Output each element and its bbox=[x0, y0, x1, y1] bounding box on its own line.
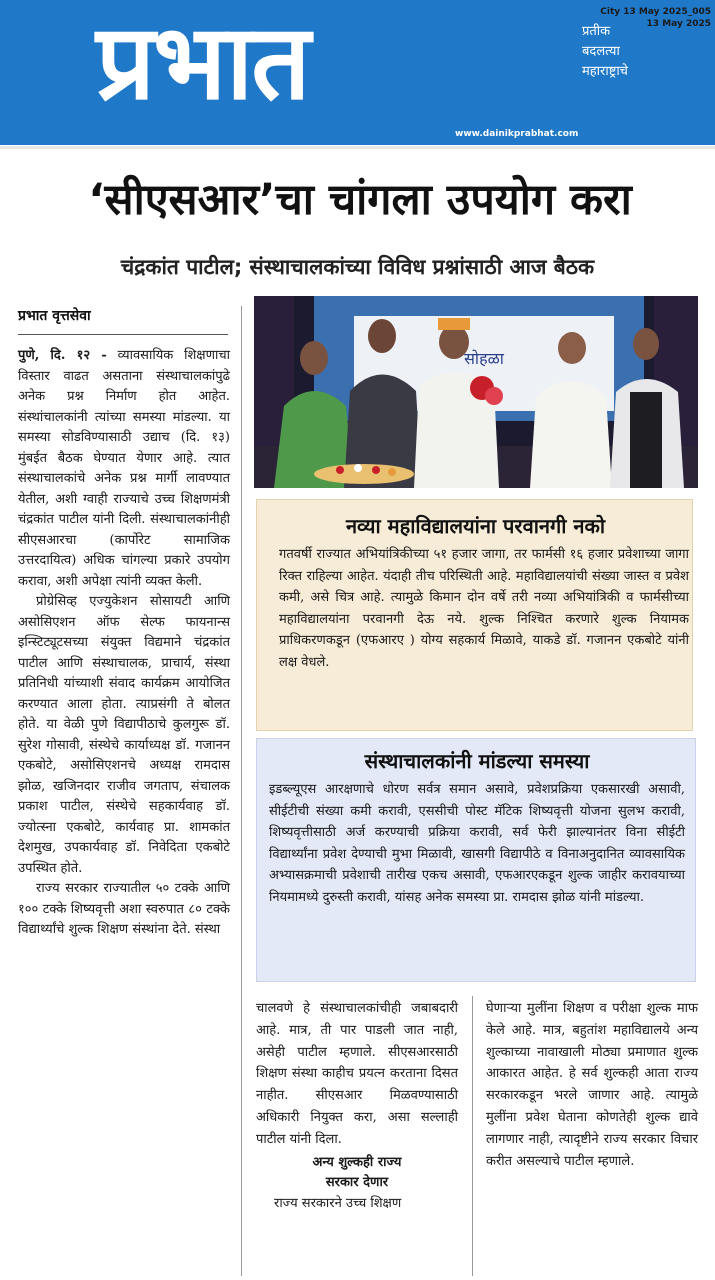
paragraph-3: राज्य सरकार राज्यातील ५० टक्के आणि १०० टक्के शिष्यवृत्ती अशा स्वरुपात ८० टक्के विद्यार्थ्यांचे शुल्क शिक्षण संस्थांना देते. संस्था bbox=[18, 881, 230, 937]
tagline-line-1: प्रतीक bbox=[582, 24, 611, 39]
article-column-middle bbox=[256, 998, 458, 1214]
masthead-tagline bbox=[582, 22, 682, 82]
column-divider bbox=[472, 996, 473, 1276]
byline: प्रभात वृत्तसेवा bbox=[18, 308, 91, 324]
article-column-left bbox=[18, 346, 230, 941]
article-subheadline: चंद्रकांत पाटील; संस्थाचालकांच्या विविध प्रश्नांसाठी आज बैठक bbox=[120, 255, 595, 279]
box-body: गतवर्षी राज्यात अभियांत्रिकीच्या ५१ हजार जागा, तर फार्मसी १६ हजार प्रवेशाच्या जागा रिक्त राहिल्या आहेत. यंदाही तीच परिस्थिती आहे. महाविद्यालयांची संख्या जास्त व प्रवेश कमी, असे चित्र आहे. त्यामुळे किमान दोन वर्षे तरी नव्या अभियांत्रिकी व फार्मसीच्या महाविद्यालयांना परवानगी देऊ नये. शुल्क निश्चित करणारे शुल्क नियामक प्राधिकरणकडून (एफआरए ) योग्य सहकार्य मिळावे, याकडे डॉ. गजानन एकबोटे यांनी लक्ष वेधले. bbox=[279, 547, 689, 670]
box-title: नव्या महाविद्यालयांना परवानगी नको bbox=[345, 514, 606, 538]
subheading-line-1: अन्य शुल्कही राज्य bbox=[312, 1154, 402, 1170]
sidebar-box-problems bbox=[256, 738, 696, 982]
column-divider bbox=[241, 306, 242, 1276]
website-url: www.dainikprabhat.com bbox=[455, 129, 579, 139]
article-column-right bbox=[486, 998, 698, 1172]
event-photo bbox=[254, 296, 698, 488]
tagline-line-3: महाराष्ट्राचे bbox=[582, 64, 628, 79]
clip-info bbox=[600, 6, 711, 30]
subheading-line-2: सरकार देणार bbox=[325, 1174, 389, 1190]
clip-info-line-2: 13 May 2025 bbox=[646, 19, 711, 29]
sidebar-box-new-colleges bbox=[256, 499, 693, 731]
box-body: इडब्ल्यूएस आरक्षणाचे धोरण सर्वत्र समान असावे, प्रवेशप्रक्रिया एकसारखी असावी, सीईटीची संख्या कमी करावी, एससीची पोस्ट मॅटिक शिष्यवृत्ती योजना सुलभ करावी, शिष्यवृत्तीसाठी अर्ज करण्याची प्रक्रिया करावी, सर्व फेरी झाल्यानंतर विना सीईटी विद्यार्थ्यांना प्रवेश देण्याची मुभा मिळावी, खासगी विद्यापीठे व विनाअनुदानित व्यावसायिक अभ्यासक्रमाची प्रवेशाची तारीख एकच असावी, एफआरएकडून शुल्क जाहीर करावयाच्या नियमामध्ये दुरुस्ती करावी, यांसह अनेक समस्या प्रा. रामदास झोळ यांनी मांडल्या. bbox=[269, 782, 685, 905]
dateline: पुणे, दि. १२ - bbox=[18, 348, 107, 363]
paragraph-right: घेणाऱ्या मुलींना शिक्षण व परीक्षा शुल्क माफ केले आहे. मात्र, बहुतांश महाविद्यालये अन्य शुल्काच्या नावाखाली मोठ्या प्रमाणात शुल्क आकारत आहेत. हे सर्व शुल्कही आता राज्य सरकारकडून भरले जाणार आहे. त्यामुळे मुलींना प्रवेश घेताना कोणतेही शुल्क द्यावे लागणार नाही, त्यादृष्टीने राज्य सरकार विचार करीत असल्याचे पाटील म्हणाले. bbox=[486, 1001, 698, 1169]
paragraph-1 bbox=[18, 346, 230, 592]
clip-info-line-1: City 13 May 2025_005 bbox=[600, 7, 711, 17]
box-title: संस्थाचालकांनी मांडल्या समस्या bbox=[364, 749, 590, 773]
masthead-divider bbox=[0, 146, 715, 149]
article-headline: ‘सीएसआर’चा चांगला उपयोग करा bbox=[88, 175, 632, 225]
paragraph-middle-2: राज्य सरकारने उच्च शिक्षण bbox=[274, 1195, 402, 1211]
paragraph-1-text: व्यावसायिक शिक्षणाचा विस्तार वाढत असताना संस्थाचालकांपुढे अनेक प्रश्न निर्माण होत आहेत. संस्थांचालकांनी त्यांच्या समस्या मांडल्या. या समस्या सोडविण्यासाठी उद्याच (दि. १३) मुंबईत बैठक घेण्यात येणार आहे. त्यात संस्थाचालकांचे अनेक प्रश्न मार्गी लावण्यात येतील, अशी ग्वाही राज्याचे उच्च शिक्षणमंत्री चंद्रकांत पाटील यांनी दिली. संस्थाचालकांनीही सीएसआरचा (कार्पोरेट सामाजिक उत्तरदायित्व) अधिक चांगल्या प्रकारे उपयोग करावा, अशी अपेक्षा त्यांनी व्यक्त केली. bbox=[18, 348, 230, 589]
tagline-line-2: बदलत्या bbox=[582, 44, 620, 59]
paragraph-2: प्रोग्रेसिव्ह एज्युकेशन सोसायटी आणि असोसिएशन ऑफ सेल्फ फायनान्स इन्स्टिट्यूटसच्या संयुक्त विद्यमाने चंद्रकांत पाटील आणि संस्थाचालक, प्राचार्य, संस्था प्रतिनिधी यांच्याशी संवाद कार्यक्रम आयोजित करण्यात आला होता. त्याप्रसंगी ते बोलत होते. या वेळी पुणे विद्यापीठाचे कुलगुरू डॉ. सुरेश गोसावी, संस्थेचे कार्याध्यक्ष डॉ. गजानन एकबोटे, असोसिएशनचे अध्यक्ष रामदास झोळ, खजिनदार राजीव जगताप, संचालक प्रकाश पाटील, संस्थेचे सहकार्यवाह डॉ. ज्योत्स्ना एकबोटे, कार्यवाह प्रा. शामकांत देशमुख, उपकार्यवाह डॉ. निवेदिता एकबोटे उपस्थित होते. bbox=[18, 594, 230, 876]
event-photo-illustration bbox=[254, 296, 698, 488]
photo-banner-text: सोहळा bbox=[464, 349, 504, 368]
subheading bbox=[256, 1153, 458, 1193]
newspaper-logo: प्रभात bbox=[96, 1, 309, 123]
paragraph-middle: चालवणे हे संस्थाचालकांचीही जबाबदारी आहे. मात्र, ती पार पाडली जात नाही, असेही पाटील म्हणाले. सीएसआरसाठी शिक्षण संस्था काहीच प्रयत्न करताना दिसत नाहीत. सीएसआर मिळवण्यासाठी अधिकारी नियुक्त करा, असा सल्लाही पाटील यांनी दिला. bbox=[256, 1001, 458, 1147]
byline-divider bbox=[18, 334, 228, 335]
